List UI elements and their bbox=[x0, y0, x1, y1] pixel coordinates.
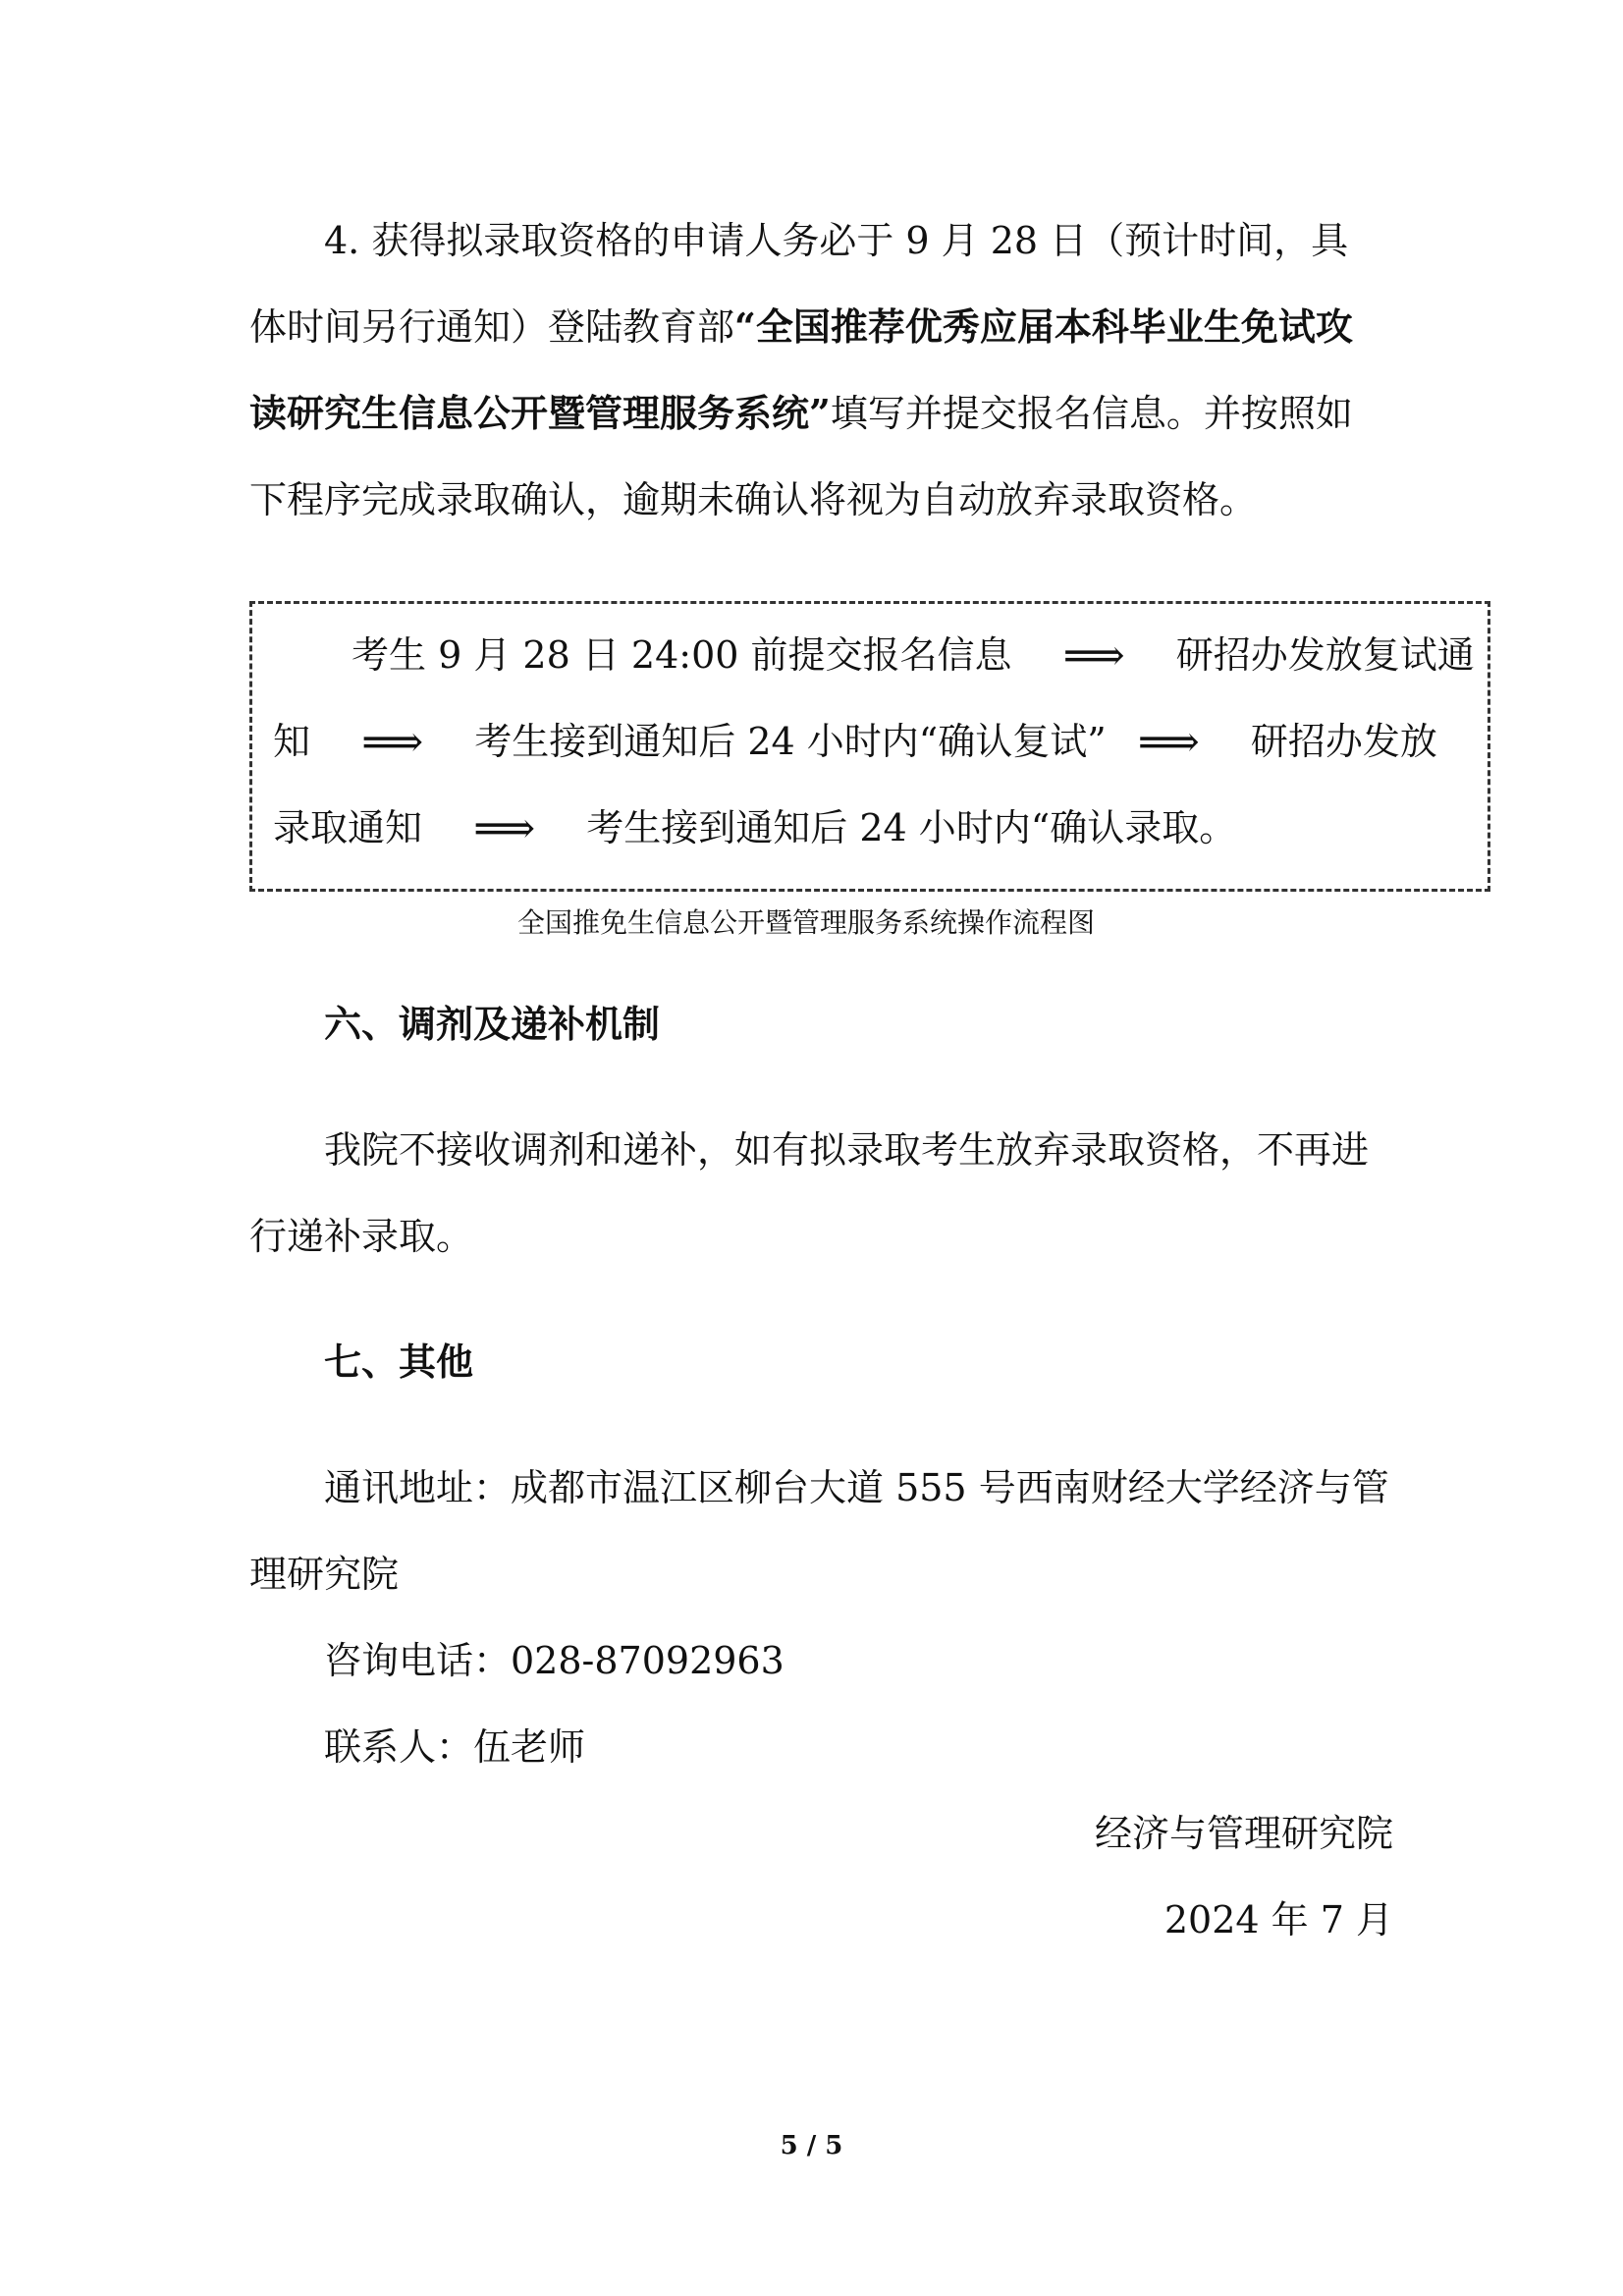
flow-step-confirm-retest: 考生接到通知后 24 小时内“确认复试” bbox=[474, 720, 1107, 763]
section6-line1: 我院不接收调剂和递补，如有拟录取考生放弃录取资格，不再进 bbox=[324, 1128, 1370, 1172]
flow-caption: 全国推免生信息公开暨管理服务系统操作流程图 bbox=[517, 906, 1096, 939]
flow-step-notice-a: 研招办发放复试通 bbox=[1175, 633, 1475, 677]
address-line1: 通讯地址：成都市温江区柳台大道 555 号西南财经大学经济与管 bbox=[324, 1466, 1389, 1509]
address-line2: 理研究院 bbox=[249, 1553, 400, 1596]
flow-arrow-icon: ⟹ bbox=[361, 717, 424, 767]
para4-line4: 下程序完成录取确认，逾期未确认将视为自动放弃录取资格。 bbox=[249, 478, 1258, 521]
signature-org: 经济与管理研究院 bbox=[1094, 1812, 1393, 1855]
flow-step-notice-b: 知 bbox=[273, 720, 311, 763]
system-name-part1: “全国推荐优秀应届本科毕业生免试攻 bbox=[734, 304, 1353, 349]
flow-step-submit: 考生 9 月 28 日 24:00 前提交报名信息 bbox=[352, 633, 1012, 677]
system-name-part2: 读研究生信息公开暨管理服务系统” bbox=[249, 391, 831, 435]
flow-row1 bbox=[352, 630, 1475, 681]
flow-arrow-icon: ⟹ bbox=[1062, 630, 1125, 681]
phone-line: 咨询电话：028-87092963 bbox=[324, 1639, 784, 1682]
flow-row2 bbox=[273, 717, 1437, 767]
section7-heading: 七、其他 bbox=[324, 1339, 474, 1384]
para4-line3-text: 填写并提交报名信息。并按照如 bbox=[830, 392, 1353, 435]
signature-date: 2024 年 7 月 bbox=[1163, 1898, 1393, 1941]
contact-line: 联系人：伍老师 bbox=[324, 1725, 586, 1769]
para4-line3 bbox=[249, 389, 1353, 438]
para4-line1: 4. 获得拟录取资格的申请人务必于 9 月 28 日（预计时间，具 bbox=[324, 219, 1349, 262]
flow-step-confirm-admission: 考生接到通知后 24 小时内“确认录取。 bbox=[586, 806, 1237, 849]
section6-heading: 六、调剂及递补机制 bbox=[324, 1002, 661, 1046]
flow-row3 bbox=[273, 803, 1236, 853]
flow-arrow-icon: ⟹ bbox=[1137, 717, 1200, 767]
para4-line2-text: 体时间另行通知）登陆教育部 bbox=[249, 305, 735, 349]
para4-line2 bbox=[249, 302, 1353, 352]
page-number: 5 / 5 bbox=[780, 2131, 843, 2160]
flow-arrow-icon: ⟹ bbox=[473, 803, 536, 853]
flow-step-admission-b: 录取通知 bbox=[273, 806, 423, 849]
flow-step-admission-a: 研招办发放 bbox=[1250, 720, 1437, 763]
section6-line2: 行递补录取。 bbox=[249, 1215, 474, 1258]
